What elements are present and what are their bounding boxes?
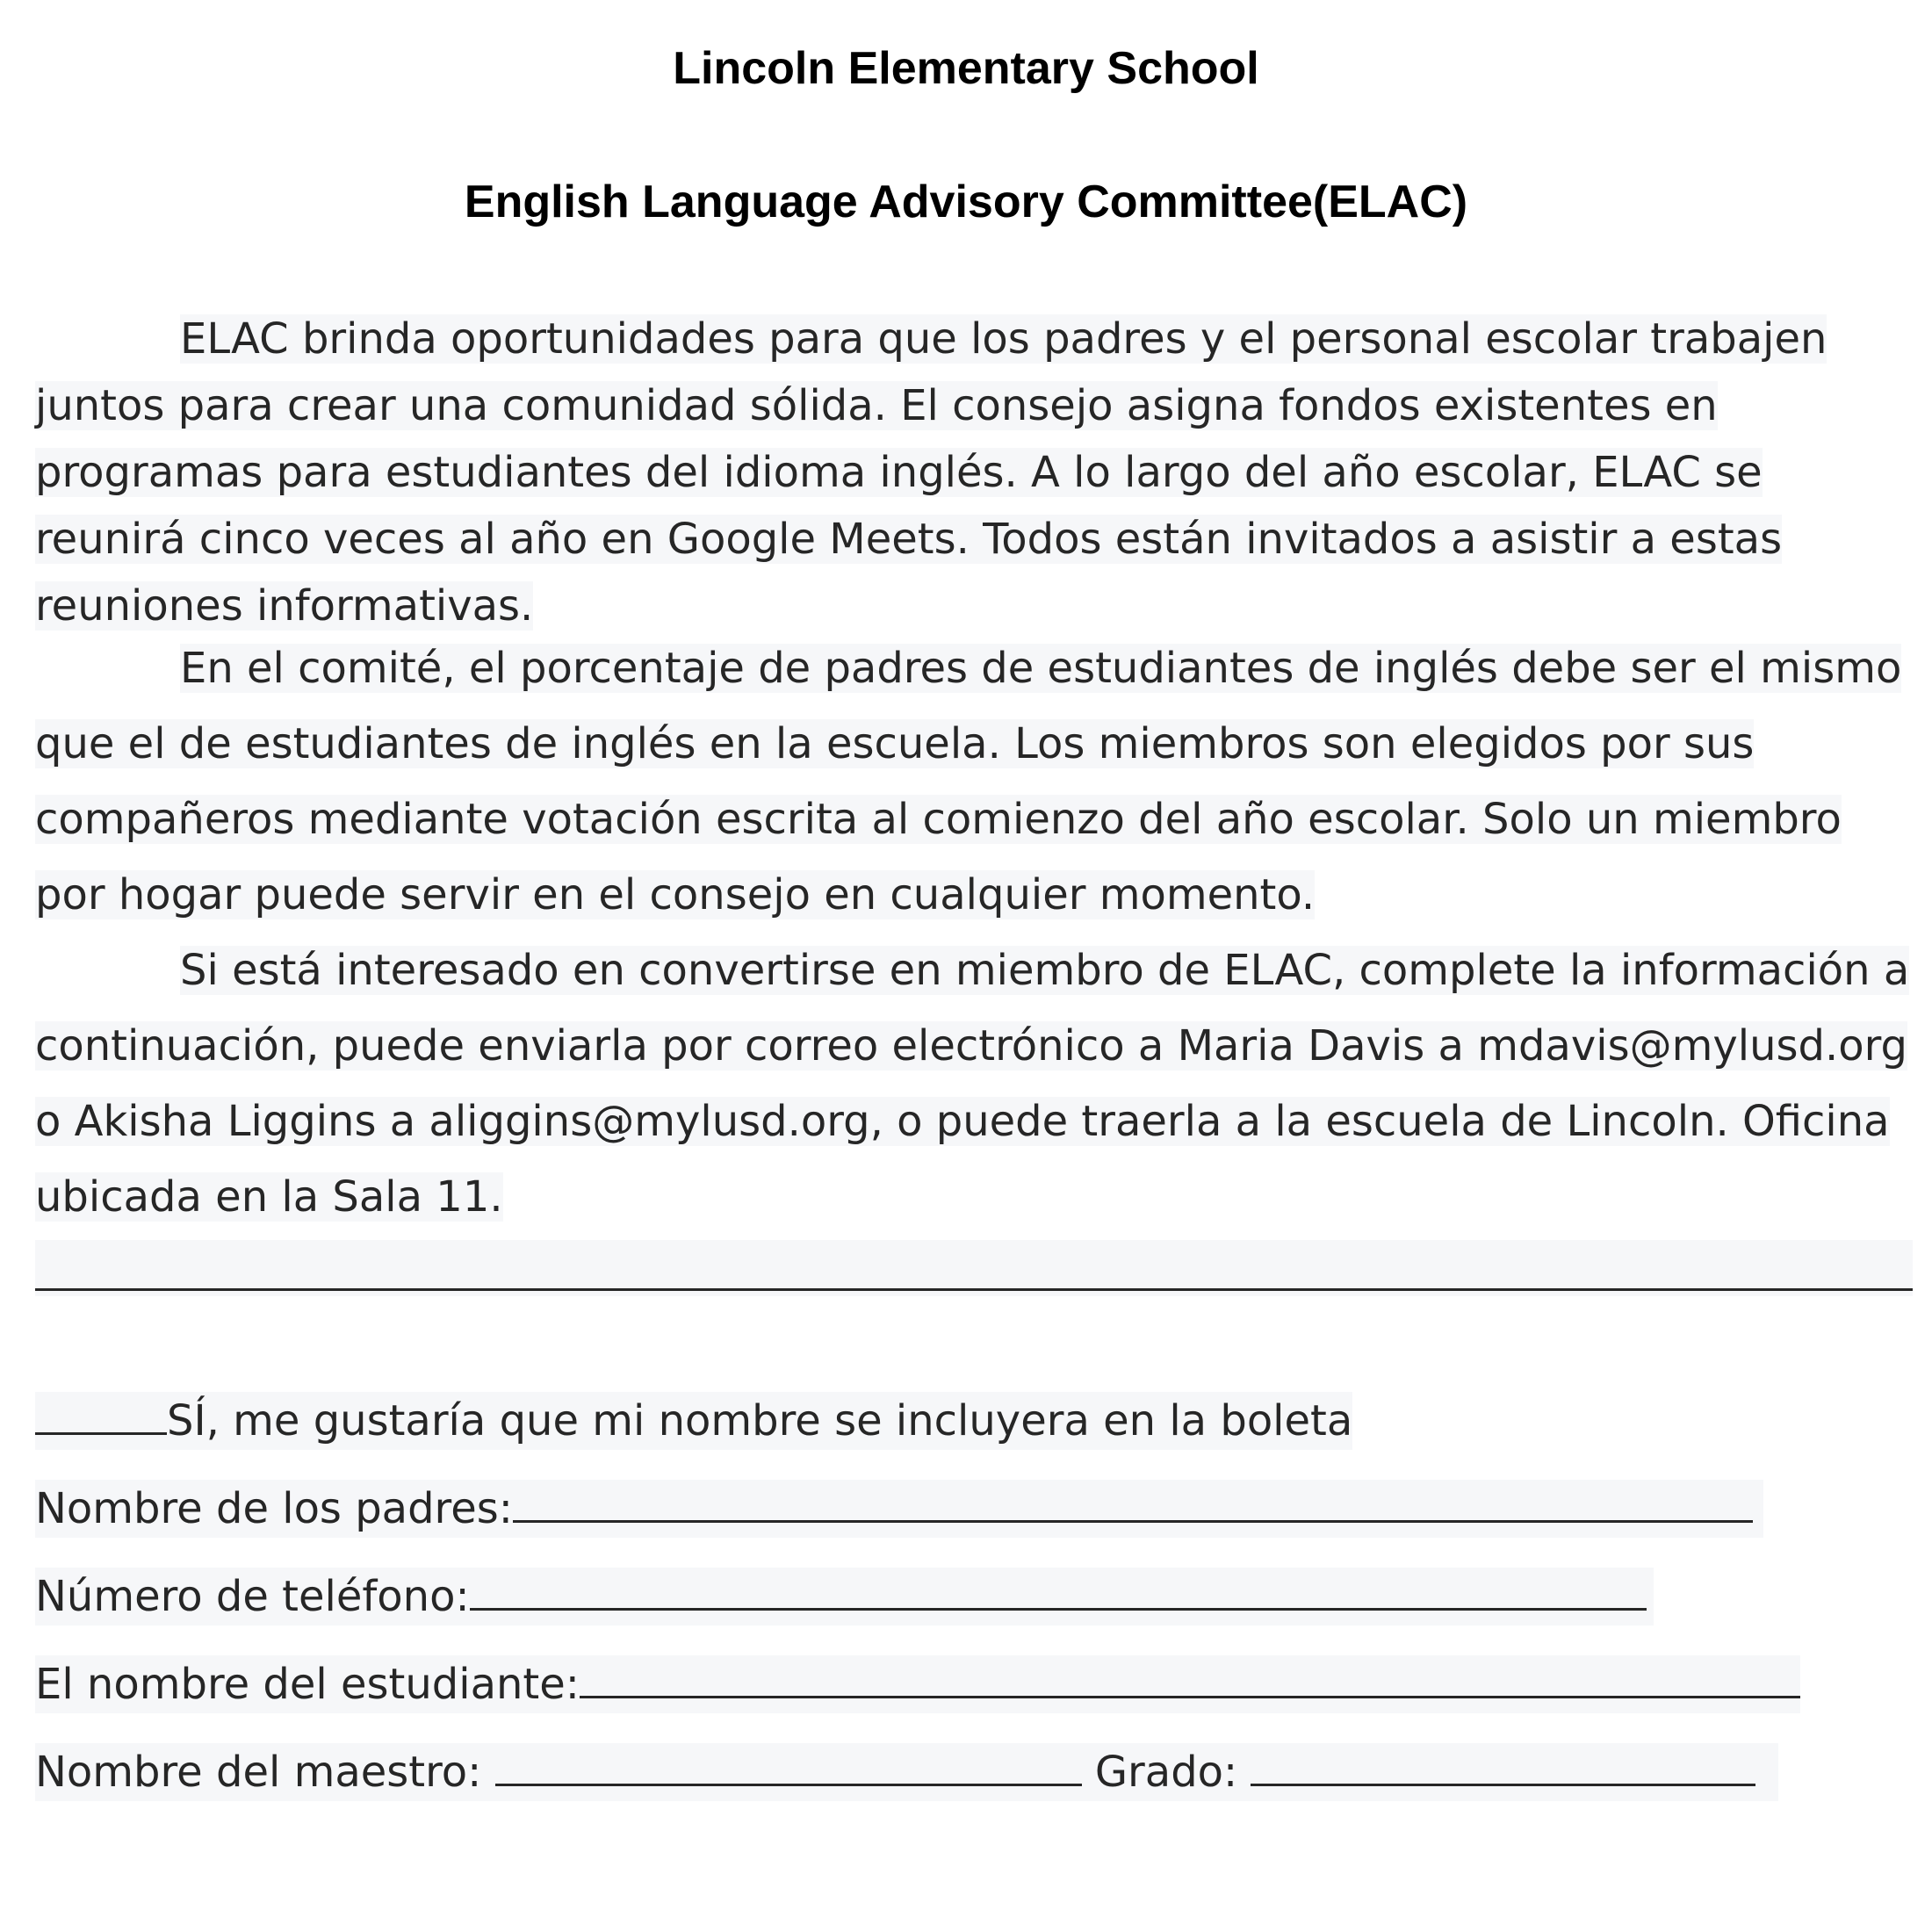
committee-title: English Language Advisory Committee(ELAC) — [464, 177, 1468, 227]
paragraph-membership — [35, 631, 1923, 933]
ballot-opt-in-blank[interactable] — [35, 1397, 167, 1435]
teacher-grade-row — [35, 1743, 1778, 1801]
student-name-row — [35, 1655, 1800, 1713]
phone-row — [35, 1568, 1654, 1626]
ballot-opt-in-row — [35, 1392, 1352, 1450]
student-name-label: El nombre del estudiante: — [35, 1660, 580, 1709]
paragraph-membership-text: En el comité, el porcentaje de padres de estudiantes de inglés debe ser el mismo que el de estudiantes de inglés en la escuela. Los miembros son elegidos por sus compañeros mediante votación escrita al comienzo del año escolar. Solo un miembro por hogar puede servir en el consejo en cualquier momento. — [35, 644, 1902, 919]
paragraph-contact — [35, 933, 1923, 1235]
parent-name-row — [35, 1480, 1763, 1538]
phone-label: Número de teléfono: — [35, 1572, 470, 1621]
cut-line-divider — [35, 1240, 1913, 1296]
school-title: Lincoln Elementary School — [673, 43, 1259, 94]
teacher-name-field[interactable] — [495, 1748, 1082, 1786]
grade-field[interactable] — [1251, 1748, 1755, 1786]
phone-field[interactable] — [470, 1573, 1647, 1611]
teacher-name-label: Nombre del maestro: — [35, 1748, 482, 1797]
parent-name-field[interactable] — [513, 1485, 1753, 1523]
parent-name-label: Nombre de los padres: — [35, 1484, 513, 1533]
student-name-field[interactable] — [580, 1661, 1800, 1698]
paragraph-intro-text: ELAC brinda oportunidades para que los padres y el personal escolar trabajen juntos para crear una comunidad sólida. El consejo asigna fondos existentes en programas para estudiantes del idioma inglés. A lo largo del año escolar, ELAC se reunirá cinco veces al año en Google Meets. Todos están invitados a asistir a estas reuniones informativas. — [35, 314, 1827, 631]
paragraph-contact-text: Si está interesado en convertirse en miembro de ELAC, complete la información a continuación, puede enviarla por correo electrónico a Maria Davis a mdavis@mylusd.org o Akisha Liggins a aliggins@mylusd.org, o puede traerla a la escuela de Lincoln. Oficina ubicada en la Sala 11. — [35, 946, 1910, 1222]
ballot-opt-in-label: SÍ, me gustaría que mi nombre se incluyera en la boleta — [167, 1396, 1353, 1445]
grade-label: Grado: — [1094, 1748, 1238, 1797]
paragraph-intro — [35, 306, 1923, 639]
